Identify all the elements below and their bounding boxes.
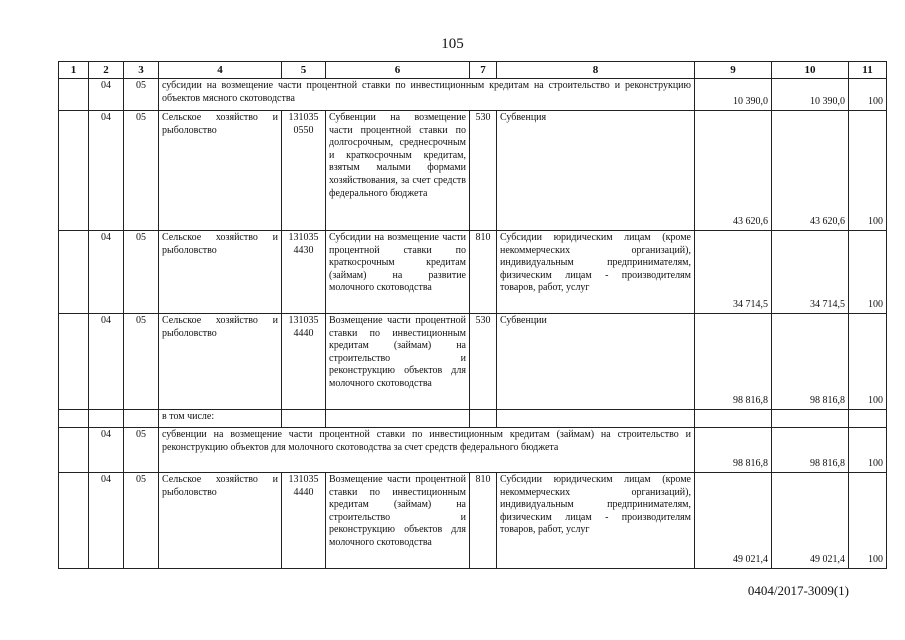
- section-name: Сельское хозяйство и рыболовство: [159, 473, 282, 569]
- header-col-10: 10: [772, 62, 849, 79]
- expense-description: Субсидии на возмещение части процентной ставки по краткосрочным кредитам (займам) на развитие молочного скотоводства: [326, 231, 470, 314]
- header-col-6: 6: [326, 62, 470, 79]
- percent-cell: 100: [849, 79, 887, 111]
- group-description: субвенции на возмещение части процентной ставки по инвестиционным кредитам (займам) на строительство и реконструкцию объектов для молочного скотоводства за счет средств федерального бюджета: [159, 428, 695, 473]
- table-row: [59, 314, 887, 410]
- amount-col-9: 49 021,4: [695, 473, 772, 569]
- section-code: 04: [89, 111, 124, 231]
- expense-type-code: 810: [470, 231, 497, 314]
- percent-cell: 100: [849, 111, 887, 231]
- including-label: в том числе:: [159, 410, 282, 428]
- target-article-code: 131035 4430: [282, 231, 326, 314]
- amount-col-10: 98 816,8: [772, 428, 849, 473]
- section-code: 04: [89, 428, 124, 473]
- target-article-code: 131035 4440: [282, 473, 326, 569]
- header-col-3: 3: [124, 62, 159, 79]
- section-code: 04: [89, 231, 124, 314]
- amount-col-9: 34 714,5: [695, 231, 772, 314]
- header-col-7: 7: [470, 62, 497, 79]
- subsection-code: 05: [124, 79, 159, 111]
- expense-description: Субвенции на возмещение части процентной ставки по долгосрочным, среднесрочным и краткосрочным кредитам, взятым малыми формами хозяйствования, за счет средств федерального бюджета: [326, 111, 470, 231]
- amount-col-9: 10 390,0: [695, 79, 772, 111]
- amount-col-9: 98 816,8: [695, 428, 772, 473]
- document-code: 0404/2017-3009(1): [747, 583, 849, 598]
- amount-col-10: 10 390,0: [772, 79, 849, 111]
- header-col-5: 5: [282, 62, 326, 79]
- section-name: Сельское хозяйство и рыболовство: [159, 111, 282, 231]
- amount-col-9: 98 816,8: [695, 314, 772, 410]
- group-description: субсидии на возмещение части процентной ставки по инвестиционным кредитам на строительство и реконструкцию объектов мясного скотоводства: [159, 79, 695, 111]
- table-row: [59, 473, 887, 569]
- header-col-2: 2: [89, 62, 124, 79]
- table-row: [59, 79, 887, 111]
- amount-col-9: 43 620,6: [695, 111, 772, 231]
- header-col-1: 1: [59, 62, 89, 79]
- expense-description: Возмещение части процентной ставки по инвестиционным кредитам (займам) на строительство и реконструкцию объектов для молочного скотоводства: [326, 314, 470, 410]
- expense-type-code: 530: [470, 314, 497, 410]
- header-row: [59, 62, 887, 79]
- table-row: [59, 428, 887, 473]
- section-code: 04: [89, 79, 124, 111]
- expense-type-code: 810: [470, 473, 497, 569]
- expense-type-name: Субсидии юридическим лицам (кроме некоммерческих организаций), индивидуальным предпринимателям, физическим лицам - производителям товаров, работ, услуг: [497, 473, 695, 569]
- amount-col-10: 49 021,4: [772, 473, 849, 569]
- subsection-code: 05: [124, 231, 159, 314]
- table-row: [59, 410, 887, 428]
- amount-col-10: 34 714,5: [772, 231, 849, 314]
- header-col-11: 11: [849, 62, 887, 79]
- subsection-code: 05: [124, 111, 159, 231]
- expense-type-name: Субсидии юридическим лицам (кроме некоммерческих организаций), индивидуальным предпринимателям, физическим лицам - производителям товаров, работ, услуг: [497, 231, 695, 314]
- subsection-code: 05: [124, 473, 159, 569]
- header-col-9: 9: [695, 62, 772, 79]
- expense-type-name: Субвенции: [497, 314, 695, 410]
- budget-table: [58, 61, 887, 569]
- subsection-code: 05: [124, 428, 159, 473]
- subsection-code: 05: [124, 314, 159, 410]
- section-name: Сельское хозяйство и рыболовство: [159, 231, 282, 314]
- target-article-code: 131035 4440: [282, 314, 326, 410]
- expense-description: Возмещение части процентной ставки по инвестиционным кредитам (займам) на строительство и реконструкцию объектов для молочного скотоводства: [326, 473, 470, 569]
- section-code: 04: [89, 314, 124, 410]
- percent-cell: 100: [849, 473, 887, 569]
- table-row: [59, 111, 887, 231]
- section-code: 04: [89, 473, 124, 569]
- expense-type-code: 530: [470, 111, 497, 231]
- table-row: [59, 231, 887, 314]
- target-article-code: 131035 0550: [282, 111, 326, 231]
- header-col-8: 8: [497, 62, 695, 79]
- header-col-4: 4: [159, 62, 282, 79]
- expense-type-name: Субвенция: [497, 111, 695, 231]
- percent-cell: 100: [849, 314, 887, 410]
- amount-col-10: 98 816,8: [772, 314, 849, 410]
- percent-cell: 100: [849, 428, 887, 473]
- section-name: Сельское хозяйство и рыболовство: [159, 314, 282, 410]
- amount-col-10: 43 620,6: [772, 111, 849, 231]
- page-number: 105: [441, 36, 464, 52]
- percent-cell: 100: [849, 231, 887, 314]
